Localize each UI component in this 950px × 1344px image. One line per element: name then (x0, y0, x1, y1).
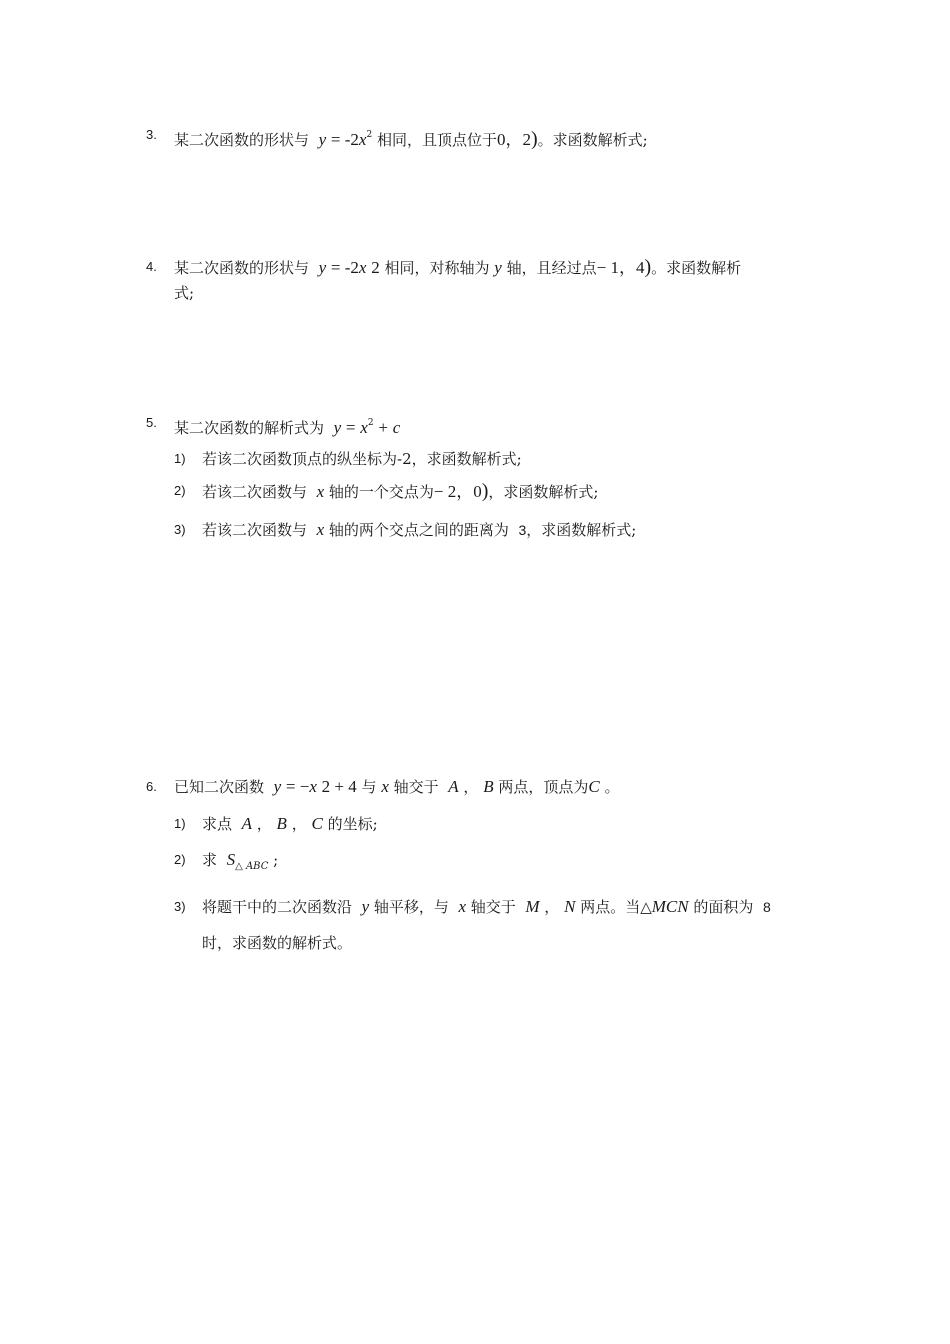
question-text: 某二次函数的解析式为 $y = x^2 + c$ (174, 418, 401, 437)
sub-number: 3) (174, 522, 186, 537)
sub-number: 1) (174, 816, 186, 831)
sub-text: 若该二次函数顶点的纵坐标为-2，求函数解析式; (202, 450, 522, 468)
sub-text: 求点 A ， B ， C 的坐标; (202, 814, 378, 833)
sub-text: 求 $S_{\triangle ABC}$ ; (202, 850, 279, 872)
sub-text: 若该二次函数与 x 轴的两个交点之间的距离为 3，求函数解析式; (202, 520, 637, 539)
sub-number: 2) (174, 852, 186, 867)
sub-text: 若该二次函数与 x 轴的一个交点为− 2，0)，求函数解析式; (202, 480, 599, 502)
question-number: 3. (146, 127, 157, 142)
question-text: 某二次函数的形状与 y = -2x 2 相同，对称轴为 y 轴，且经过点− 1，4)。求函数解析 (174, 256, 742, 278)
question-4-continuation: 式; (174, 284, 195, 302)
question-text: 已知二次函数 y = −x 2 + 4 与 x 轴交于 A ， B 两点，顶点为C 。 (174, 777, 620, 796)
sub-text: 将题干中的二次函数沿 y 轴平移，与 x 轴交于 M ， N 两点。当△MCN 的面积为 8 (202, 897, 771, 916)
question-number: 5. (146, 415, 157, 430)
question-number: 4. (146, 259, 157, 274)
question-number: 6. (146, 779, 157, 794)
sub-number: 2) (174, 483, 186, 498)
sub-number: 3) (174, 899, 186, 914)
question-6-sub-3-continuation: 时，求函数的解析式。 (202, 934, 353, 952)
sub-number: 1) (174, 451, 186, 466)
question-text: 某二次函数的形状与 $y = -2x^2$ 相同，且顶点位于0，2)。求函数解析式; (174, 128, 648, 150)
